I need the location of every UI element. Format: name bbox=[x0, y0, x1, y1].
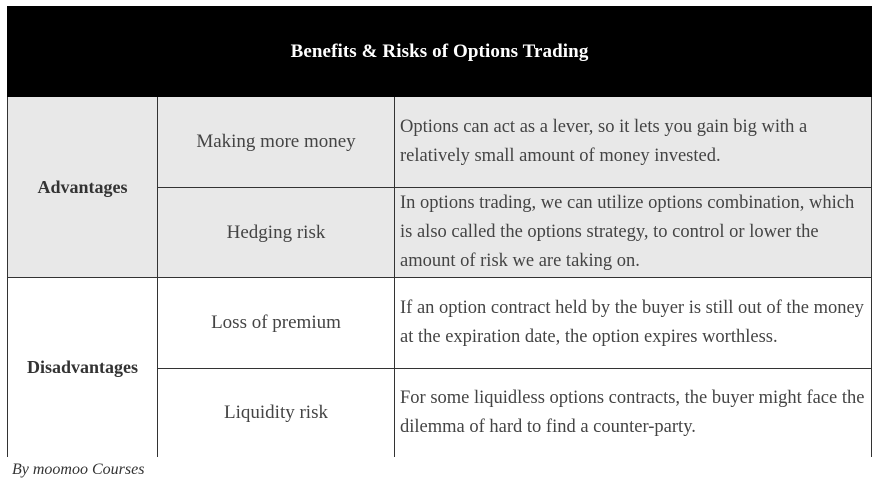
row-description-text: For some liquidless options contracts, the buyer might face the dilemma of hard to find a counter-party. bbox=[400, 388, 865, 437]
row-description bbox=[395, 278, 871, 368]
advantages-group bbox=[8, 97, 871, 277]
row-name: Liquidity risk bbox=[158, 369, 395, 457]
row-description bbox=[395, 188, 871, 277]
table-body bbox=[7, 97, 872, 457]
table-row bbox=[158, 368, 871, 457]
row-description bbox=[395, 97, 871, 187]
disadvantages-group bbox=[8, 277, 871, 457]
row-name: Hedging risk bbox=[158, 188, 395, 277]
row-description-text: Options can act as a lever, so it lets you gain big with a relatively small amount of money invested. bbox=[400, 117, 808, 166]
table-row bbox=[158, 278, 871, 368]
options-table bbox=[7, 6, 872, 457]
row-description-text: In options trading, we can utilize options combination, which is also called the options strategy, to control or lower the amount of risk we are taking on. bbox=[400, 193, 855, 271]
source-credit: By moomoo Courses bbox=[12, 461, 145, 478]
row-description-text: If an option contract held by the buyer is still out of the money at the expiration date, the option expires worthless. bbox=[400, 298, 864, 347]
row-name: Loss of premium bbox=[158, 278, 395, 368]
table-header bbox=[7, 6, 872, 97]
table-row bbox=[158, 187, 871, 277]
category-disadvantages: Disadvantages bbox=[8, 278, 158, 457]
row-name: Making more money bbox=[158, 97, 395, 187]
row-description bbox=[395, 369, 871, 457]
table-row bbox=[158, 97, 871, 187]
category-advantages: Advantages bbox=[8, 97, 158, 277]
table-title: Benefits & Risks of Options Trading bbox=[290, 40, 589, 62]
